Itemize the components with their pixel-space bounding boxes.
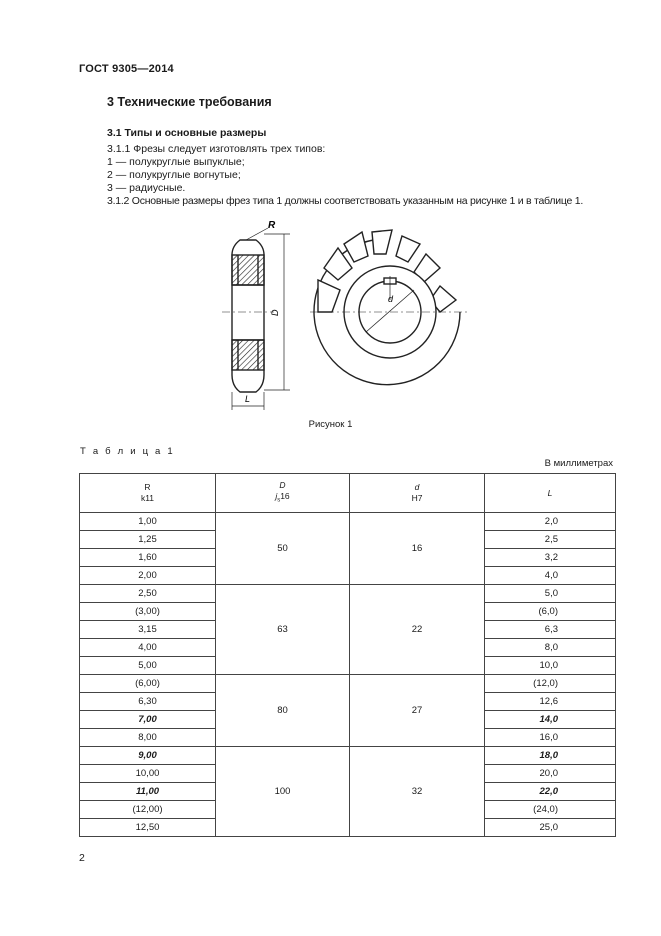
cell-R: 7,00 bbox=[80, 711, 216, 729]
cell-L: 8,0 bbox=[485, 639, 616, 657]
cell-R: 6,30 bbox=[80, 693, 216, 711]
cell-R: 11,00 bbox=[80, 783, 216, 801]
cell-L: 18,0 bbox=[485, 747, 616, 765]
type-2-item: 2 — полукруглые вогнутые; bbox=[107, 169, 241, 181]
cell-L: 16,0 bbox=[485, 729, 616, 747]
label-D: D bbox=[270, 309, 280, 316]
cell-R: 5,00 bbox=[80, 657, 216, 675]
front-view bbox=[310, 230, 468, 385]
cell-L: (12,0) bbox=[485, 675, 616, 693]
type-3-item: 3 — радиусные. bbox=[107, 182, 186, 194]
table-title: Т а б л и ц а 1 bbox=[80, 446, 175, 457]
document-header: ГОСТ 9305—2014 bbox=[79, 63, 174, 75]
cell-L: 5,0 bbox=[485, 585, 616, 603]
cell-L: 4,0 bbox=[485, 567, 616, 585]
cell-L: 3,2 bbox=[485, 549, 616, 567]
column-header-L: L bbox=[485, 474, 616, 513]
cell-d: 27 bbox=[350, 675, 485, 747]
cell-L: 2,5 bbox=[485, 531, 616, 549]
cell-L: 6,3 bbox=[485, 621, 616, 639]
cell-R: 3,15 bbox=[80, 621, 216, 639]
cell-R: 12,50 bbox=[80, 819, 216, 837]
label-d: d bbox=[388, 294, 394, 304]
column-header-R: R k11 bbox=[80, 474, 216, 513]
type-1-item: 1 — полукруглые выпуклые; bbox=[107, 156, 245, 168]
cell-L: 2,0 bbox=[485, 513, 616, 531]
cell-d: 16 bbox=[350, 513, 485, 585]
cell-L: 25,0 bbox=[485, 819, 616, 837]
cell-L: 14,0 bbox=[485, 711, 616, 729]
paragraph-3-1-1: 3.1.1 Фрезы следует изготовлять трех типов: bbox=[107, 143, 326, 155]
column-header-d: d H7 bbox=[350, 474, 485, 513]
cutter-drawing bbox=[218, 218, 468, 418]
table-row bbox=[80, 585, 616, 603]
cell-R: (6,00) bbox=[80, 675, 216, 693]
cell-R: 1,00 bbox=[80, 513, 216, 531]
subsection-title: 3.1 Типы и основные размеры bbox=[107, 127, 267, 139]
page-number: 2 bbox=[79, 852, 85, 864]
label-L: L bbox=[245, 394, 251, 404]
cell-d: 32 bbox=[350, 747, 485, 837]
cell-D: 80 bbox=[216, 675, 350, 747]
cell-R: (12,00) bbox=[80, 801, 216, 819]
label-R: R bbox=[268, 220, 276, 231]
cell-L: (24,0) bbox=[485, 801, 616, 819]
cell-R: 2,00 bbox=[80, 567, 216, 585]
cell-R: 2,50 bbox=[80, 585, 216, 603]
cell-D: 63 bbox=[216, 585, 350, 675]
cell-D: 50 bbox=[216, 513, 350, 585]
column-header-D: D $j_s16$ bbox=[216, 474, 350, 513]
table-row bbox=[80, 675, 616, 693]
paragraph-3-1-2: 3.1.2 Основные размеры фрез типа 1 должны соответствовать указанным на рисунке 1 и в таблице 1. bbox=[107, 195, 583, 207]
cell-D: 100 bbox=[216, 747, 350, 837]
cell-L: 10,0 bbox=[485, 657, 616, 675]
section-title: 3 Технические требования bbox=[107, 95, 272, 109]
cell-R: 4,00 bbox=[80, 639, 216, 657]
cell-R: (3,00) bbox=[80, 603, 216, 621]
cell-R: 1,60 bbox=[80, 549, 216, 567]
cell-R: 9,00 bbox=[80, 747, 216, 765]
table-units: В миллиметрах bbox=[544, 458, 613, 469]
dimensions-table bbox=[79, 473, 616, 837]
table-row bbox=[80, 513, 616, 531]
cell-L: 22,0 bbox=[485, 783, 616, 801]
side-view bbox=[222, 228, 290, 410]
figure-caption: Рисунок 1 bbox=[308, 419, 353, 430]
cell-L: 12,6 bbox=[485, 693, 616, 711]
cell-L: (6,0) bbox=[485, 603, 616, 621]
cell-d: 22 bbox=[350, 585, 485, 675]
cell-R: 10,00 bbox=[80, 765, 216, 783]
cell-R: 1,25 bbox=[80, 531, 216, 549]
cell-R: 8,00 bbox=[80, 729, 216, 747]
cell-L: 20,0 bbox=[485, 765, 616, 783]
table-row bbox=[80, 747, 616, 765]
